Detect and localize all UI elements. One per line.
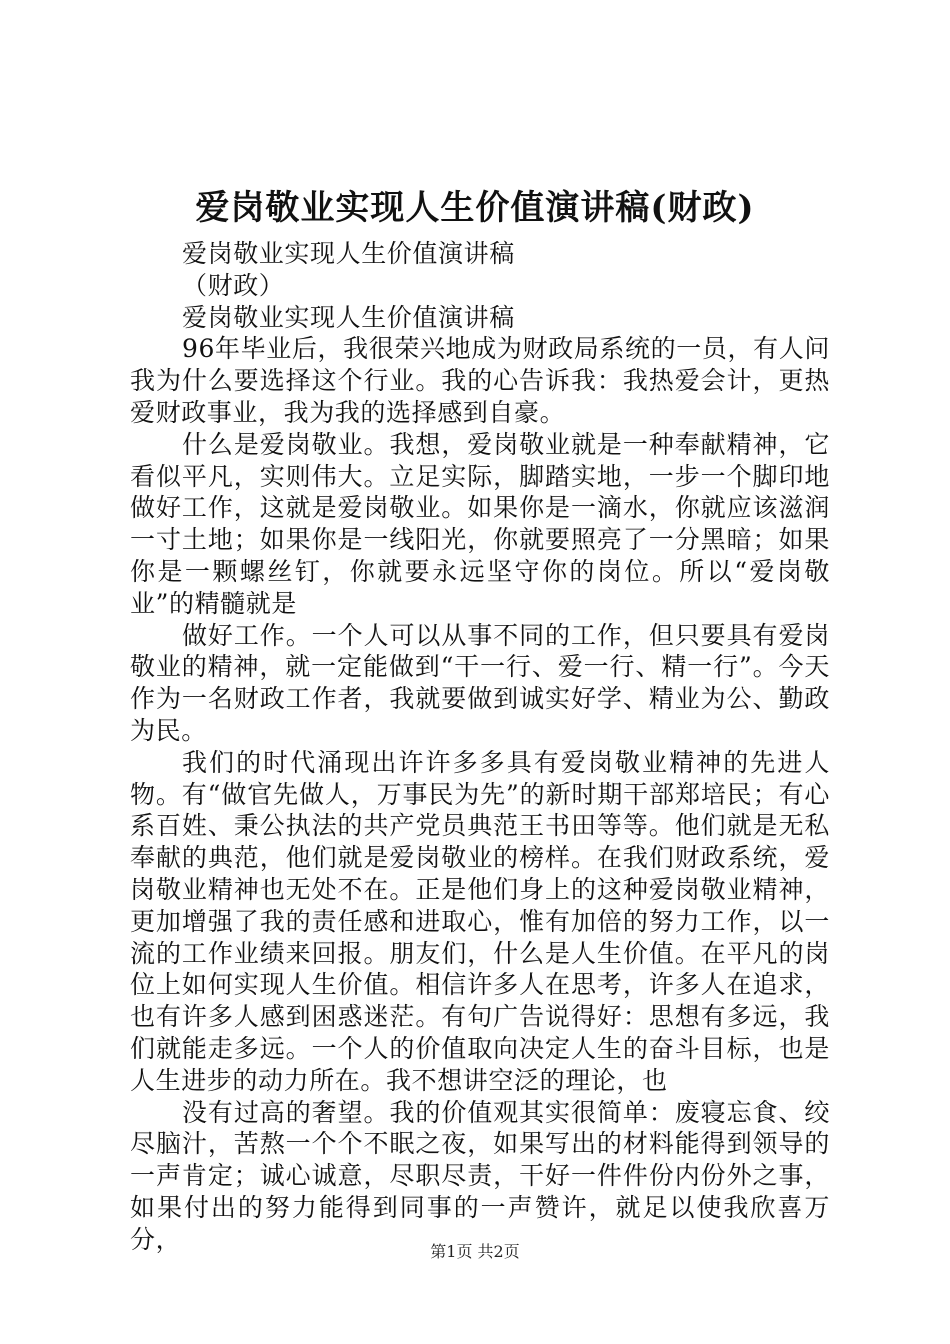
page-footer: 第1页 共2页 bbox=[430, 1242, 520, 1261]
paragraph-3: 做好工作。一个人可以从事不同的工作，但只要具有爱岗敬业的精神，就一定能做到“干一行、爱一行、精一行”。今天作为一名财政工作者，我就要做到诚实好学、精业为公、勤政为民。 bbox=[130, 620, 830, 745]
document-body bbox=[130, 238, 830, 1256]
speech-heading: 爱岗敬业实现人生价值演讲稿 bbox=[182, 302, 515, 332]
paragraph-4: 我们的时代涌现出许许多多具有爱岗敬业精神的先进人物。有“做官先做人，万事民为先”的新时期干部郑培民；有心系百姓、秉公执法的共产党员典范王书田等等。他们就是无私奉献的典范，他们就是爱岗敬业的榜样。在我们财政系统，爱岗敬业精神也无处不在。正是他们身上的这种爱岗敬业精神，更加增强了我的责任感和进取心，惟有加倍的努力工作，以一流的工作业绩来回报。朋友们，什么是人生价值。在平凡的岗位上如何实现人生价值。相信许多人在思考，许多人在追求，也有许多人感到困惑迷茫。有句广告说得好：思想有多远，我们就能走多远。一个人的价值取向决定人生的奋斗目标，也是人生进步的动力所在。我不想讲空泛的理论，也 bbox=[130, 747, 830, 1095]
paragraph-1: 96年毕业后，我很荣兴地成为财政局系统的一员，有人问我为什么要选择这个行业。我的心告诉我：我热爱会计，更热爱财政事业，我为我的选择感到自豪。 bbox=[130, 334, 830, 427]
paragraph-2: 什么是爱岗敬业。我想，爱岗敬业就是一种奉献精神，它看似平凡，实则伟大。立足实际，脚踏实地，一步一个脚印地做好工作，这就是爱岗敬业。如果你是一滴水，你就应该滋润一寸土地；如果你是一线阳光，你就要照亮了一分黑暗；如果你是一颗螺丝钉，你就要永远坚守你的岗位。所以“爱岗敬业”的精髓就是 bbox=[130, 429, 830, 618]
paragraph-5: 没有过高的奢望。我的价值观其实很简单：废寝忘食、绞尽脑汁，苦熬一个个不眠之夜，如果写出的材料能得到领导的一声肯定；诚心诚意，尽职尽责，干好一件件份内份外之事，如果付出的努力能得到同事的一声赞许，就足以使我欣喜万分， bbox=[130, 1097, 830, 1254]
document-subtitle: 爱岗敬业实现人生价值演讲稿（财政） bbox=[182, 239, 515, 300]
document-title: 爱岗敬业实现人生价值演讲稿(财政) bbox=[195, 188, 755, 228]
